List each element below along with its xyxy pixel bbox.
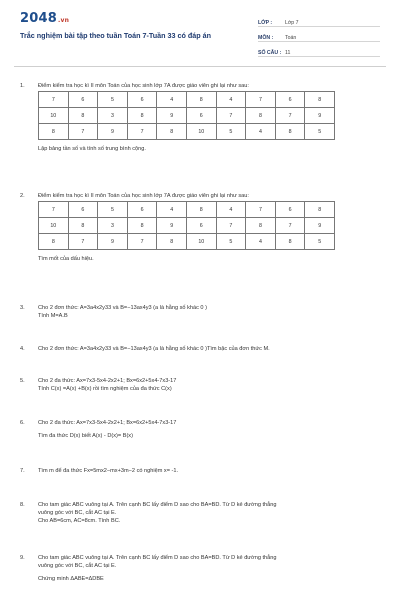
table-cell: 7 <box>39 202 69 218</box>
meta-value: 11 <box>285 50 291 56</box>
question-instruction: Chứng minh ΔABE=ΔDBE <box>38 576 104 582</box>
question-body <box>38 467 380 475</box>
question-item <box>20 501 380 525</box>
meta-label: LỚP : <box>258 20 273 26</box>
table-cell: 7 <box>246 92 276 108</box>
question-instruction: Tìm mốt của dấu hiệu. <box>38 256 94 262</box>
question-instruction: Tìm đa thức D(x) biết A(x) - D(x)= B(x) <box>38 433 133 439</box>
question-body <box>38 554 380 583</box>
score-table <box>38 91 335 140</box>
question-body <box>38 419 380 440</box>
question-number: 1. <box>20 83 25 89</box>
question-number: 3. <box>20 305 25 311</box>
table-cell: 8 <box>305 92 335 108</box>
question-item <box>20 377 380 393</box>
question-text: Cho 2 đơn thức: A=3a4x2y33 và B=−13ax4y3 (a là hằng số khác 0 ) <box>38 305 207 311</box>
table-cell: 5 <box>216 234 246 250</box>
table-cell: 9 <box>157 108 187 124</box>
question-text: vuông góc với BC, cắt AC tại E. <box>38 563 117 569</box>
question-text: Tính M=A.B <box>38 313 68 319</box>
question-body <box>38 192 380 263</box>
table-cell: 8 <box>246 108 276 124</box>
table-row <box>39 218 335 234</box>
table-cell: 6 <box>68 92 98 108</box>
question-body <box>38 82 380 153</box>
table-cell: 4 <box>246 234 276 250</box>
meta-label: MÔN : <box>258 35 274 41</box>
meta-value: Toán <box>285 35 297 41</box>
question-text: vuông góc với BC, cắt AC tại E. <box>38 510 117 516</box>
question-text: Cho AB=6cm, AC=8cm. Tính BC. <box>38 518 121 524</box>
table-cell: 5 <box>98 202 128 218</box>
table-cell: 6 <box>186 108 216 124</box>
table-cell: 6 <box>127 202 157 218</box>
table-cell: 8 <box>275 124 305 140</box>
question-text: Cho 2 đa thức: Ax=7x3-5x4-2x2+1; Bx=6x2+5x4-7x3-17 <box>38 420 177 426</box>
table-cell: 3 <box>98 108 128 124</box>
table-cell: 7 <box>127 234 157 250</box>
score-table <box>38 201 335 250</box>
table-cell: 9 <box>98 234 128 250</box>
table-cell: 8 <box>39 124 69 140</box>
table-cell: 9 <box>157 218 187 234</box>
table-cell: 5 <box>305 124 335 140</box>
table-cell: 4 <box>157 202 187 218</box>
table-cell: 10 <box>39 218 69 234</box>
table-cell: 8 <box>305 202 335 218</box>
header-divider <box>14 66 386 67</box>
table-cell: 7 <box>275 218 305 234</box>
table-cell: 4 <box>246 124 276 140</box>
table-cell: 7 <box>68 124 98 140</box>
table-cell: 8 <box>68 108 98 124</box>
table-cell: 8 <box>68 218 98 234</box>
table-cell: 5 <box>305 234 335 250</box>
question-number: 6. <box>20 420 25 426</box>
table-cell: 6 <box>127 92 157 108</box>
table-cell: 6 <box>68 202 98 218</box>
question-instruction: Lập bảng tần số và tính số trung bình cộng. <box>38 146 146 152</box>
table-cell: 8 <box>157 234 187 250</box>
meta-label: SỐ CÂU : <box>258 50 282 56</box>
question-text: Cho 2 đơn thức: A=3a4x2y33 và B=−13ax4y3 (a là hằng số khác 0 )Tìm bậc của đơn thức M. <box>38 346 270 352</box>
table-cell: 8 <box>127 218 157 234</box>
table-cell: 10 <box>186 234 216 250</box>
table-cell: 8 <box>127 108 157 124</box>
table-cell: 9 <box>98 124 128 140</box>
meta-subject-row <box>258 30 380 42</box>
table-cell: 7 <box>216 108 246 124</box>
site-logo[interactable]: 2048.vn <box>20 11 70 26</box>
question-text: Cho tam giác ABC vuông tại A. Trên cạnh BC lấy điểm D sao cho BA=BD. Từ D kẻ đường thẳng <box>38 502 277 508</box>
table-cell: 7 <box>39 92 69 108</box>
question-text: Tính C(x) =A(x) +B(x) rồi tìm nghiệm của đa thức C(x) <box>38 386 172 392</box>
question-body <box>38 501 380 525</box>
meta-count-row <box>258 45 380 57</box>
table-cell: 6 <box>186 218 216 234</box>
question-item <box>20 554 380 583</box>
table-row <box>39 124 335 140</box>
table-cell: 7 <box>275 108 305 124</box>
table-row <box>39 234 335 250</box>
table-cell: 8 <box>275 234 305 250</box>
table-cell: 7 <box>68 234 98 250</box>
table-cell: 5 <box>216 124 246 140</box>
question-number: 2. <box>20 193 25 199</box>
meta-class-row <box>258 15 380 27</box>
worksheet-title: Trắc nghiệm bài tập theo tuần Toán 7-Tuần 33 có đáp án <box>20 31 212 40</box>
question-text: Điểm kiểm tra học kì II môn Toán của học sinh lớp 7A được giáo viên ghi lại như sau: <box>38 193 249 199</box>
table-cell: 8 <box>186 92 216 108</box>
table-cell: 8 <box>246 218 276 234</box>
worksheet-meta <box>258 15 380 60</box>
table-cell: 8 <box>186 202 216 218</box>
table-cell: 3 <box>98 218 128 234</box>
table-row <box>39 92 335 108</box>
question-text: Điểm kiểm tra học kì II môn Toán của học sinh lớp 7A được giáo viên ghi lại như sau: <box>38 83 249 89</box>
table-cell: 10 <box>186 124 216 140</box>
question-item <box>20 304 380 320</box>
table-cell: 8 <box>39 234 69 250</box>
table-cell: 9 <box>305 108 335 124</box>
table-row <box>39 108 335 124</box>
table-cell: 4 <box>216 92 246 108</box>
table-cell: 6 <box>275 202 305 218</box>
question-number: 4. <box>20 346 25 352</box>
table-cell: 7 <box>127 124 157 140</box>
question-text: Cho tam giác ABC vuông tại A. Trên cạnh BC lấy điểm D sao cho BA=BD. Từ D kẻ đường thẳng <box>38 555 277 561</box>
table-cell: 8 <box>157 124 187 140</box>
question-item <box>20 419 380 440</box>
question-body <box>38 345 380 353</box>
question-item <box>20 192 380 263</box>
table-row <box>39 202 335 218</box>
table-cell: 10 <box>39 108 69 124</box>
question-text: Tìm m để đa thức Fx=5mx2−mx+3m−2 có nghiệm x= -1. <box>38 468 179 474</box>
worksheet-header <box>0 0 400 60</box>
question-number: 9. <box>20 555 25 561</box>
question-item <box>20 82 380 153</box>
table-cell: 4 <box>216 202 246 218</box>
table-cell: 9 <box>305 218 335 234</box>
table-cell: 4 <box>157 92 187 108</box>
question-text: Cho 2 đa thức: Ax=7x3-5x4-2x2+1; Bx=6x2+5x4-7x3-17 <box>38 378 177 384</box>
question-number: 7. <box>20 468 25 474</box>
meta-value: Lớp 7 <box>285 20 299 26</box>
question-item <box>20 345 380 353</box>
question-number: 8. <box>20 502 25 508</box>
table-cell: 5 <box>98 92 128 108</box>
question-item <box>20 467 380 475</box>
table-cell: 6 <box>275 92 305 108</box>
table-cell: 7 <box>246 202 276 218</box>
table-cell: 7 <box>216 218 246 234</box>
question-body <box>38 304 380 320</box>
question-body <box>38 377 380 393</box>
question-number: 5. <box>20 378 25 384</box>
